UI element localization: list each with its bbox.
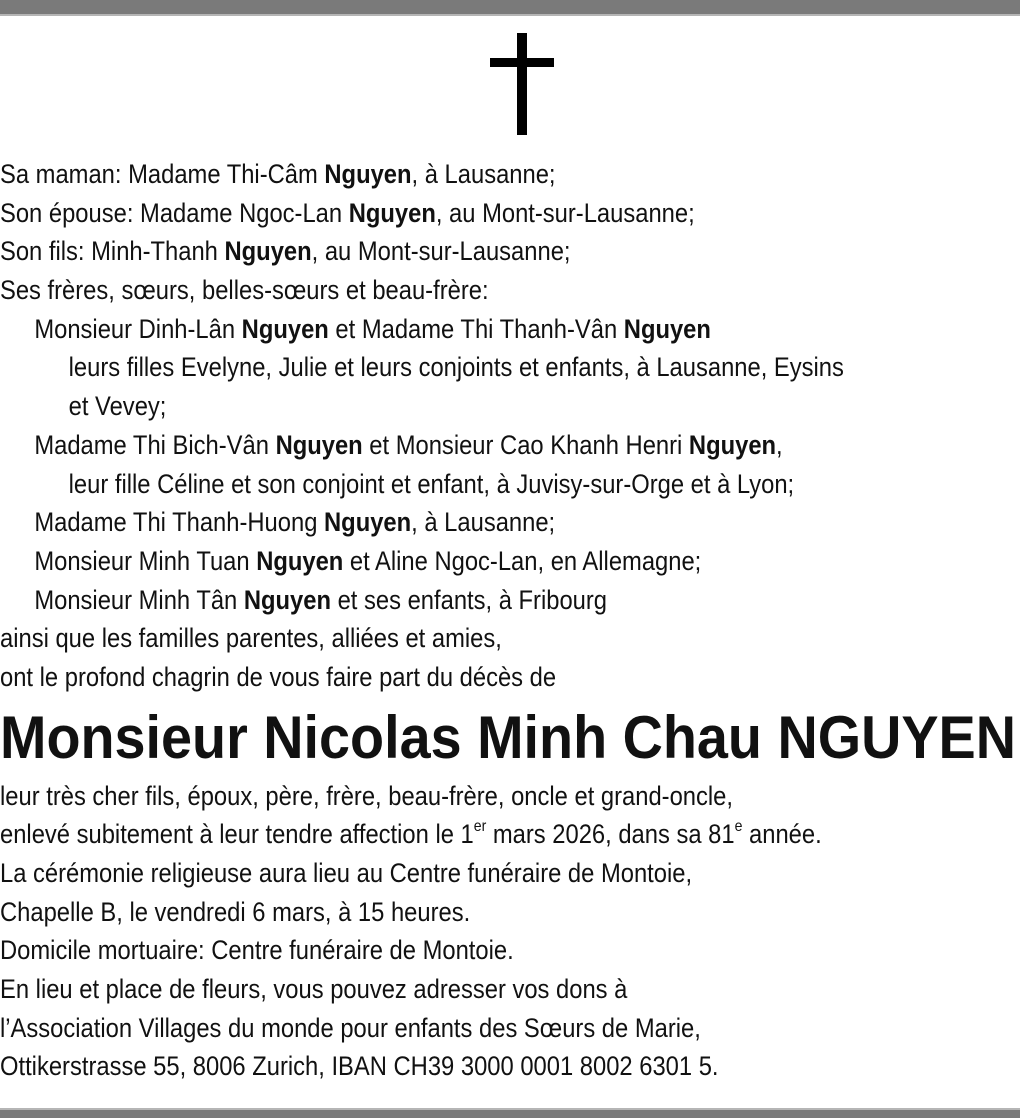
text-segment: , [776,429,783,460]
family-line [0,658,898,697]
detail-line [0,893,898,932]
text-segment: , à Lausanne; [411,159,556,189]
surname-bold: Nguyen [224,236,312,267]
detail-line [0,1047,898,1086]
cross-horizontal [490,58,554,67]
text-segment: Monsieur Dinh-Lân [34,313,242,344]
surname-bold: Nguyen [348,197,436,228]
surname-bold: Nguyen [688,429,777,460]
text-segment: et Aline Ngoc-Lan, en Allemagne; [343,545,702,576]
family-line [0,271,898,310]
text-segment: Ses frères, sœurs, belles-sœurs et beau-frère: [0,275,489,306]
text-segment: enlevé subitement à leur tendre affection le 1 [0,819,474,850]
text-segment: leur fille Céline et son conjoint et enfant, à Juvisy-sur-Orge et à Lyon; [68,468,795,499]
text-segment: ont le profond chagrin de vous faire part du décès de [0,661,557,692]
detail-line [0,815,898,854]
text-segment: et Madame Thi Thanh-Vân [328,313,624,344]
family-line [0,155,898,194]
detail-line [0,777,898,816]
family-line [0,387,898,426]
deceased-name: Monsieur Nicolas Minh Chau NGUYEN [0,703,1016,771]
detail-line [0,931,898,970]
family-list [0,155,1020,697]
bottom-border [0,1108,1020,1118]
text-segment: Sa maman: Madame Thi-Câm [0,159,325,189]
family-line [0,581,898,620]
text-segment: et Monsieur Cao Khanh Henri [362,429,689,460]
detail-line [0,970,898,1009]
family-line [0,232,898,271]
text-segment: leurs filles Evelyne, Julie et leurs conjoints et enfants, à Lausanne, Eysins [68,352,844,383]
superscript: e [734,818,743,836]
detail-line [0,854,898,893]
family-line [0,503,898,542]
family-line [0,465,898,504]
text-segment: Son fils: Minh-Thanh [0,236,225,267]
text-segment: Madame Thi Bich-Vân [34,429,276,460]
surname-bold: Nguyen [256,545,344,576]
text-segment: En lieu et place de fleurs, vous pouvez adresser vos dons à [0,974,628,1005]
text-segment: année. [742,819,822,850]
text-segment: , à Lausanne; [411,507,556,538]
text-segment: Chapelle B, le vendredi 6 mars, à 15 heures. [0,896,471,927]
superscript: er [473,818,487,836]
text-segment: Ottikerstrasse 55, 8006 Zurich, IBAN CH39 3000 0001 8002 6301 5. [0,1051,719,1082]
text-segment: Son épouse: Madame Ngoc-Lan [0,197,349,228]
detail-line [0,1009,898,1048]
text-segment: , au Mont-sur-Lausanne; [435,197,695,228]
surname-bold: Nguyen [324,159,412,189]
cross-vertical [517,33,527,135]
surname-bold: Nguyen [623,313,711,344]
family-line [0,619,898,658]
surname-bold: Nguyen [275,429,363,460]
text-segment: Domicile mortuaire: Centre funéraire de Montoie. [0,935,514,966]
obituary-text [0,155,1020,1086]
ceremony-details [0,777,1020,1087]
family-line [0,426,898,465]
family-line [0,194,898,233]
text-segment: leur très cher fils, époux, père, frère, beau-frère, oncle et grand-oncle, [0,780,733,811]
family-line [0,348,898,387]
text-segment: et Vevey; [68,391,167,422]
text-segment: Monsieur Minh Tuan [34,545,257,576]
text-segment: mars 2026, dans sa 81 [486,819,735,850]
surname-bold: Nguyen [243,584,331,615]
family-line [0,310,898,349]
surname-bold: Nguyen [241,313,329,344]
text-segment: Madame Thi Thanh-Huong [34,507,325,538]
surname-bold: Nguyen [324,507,412,538]
family-line [0,542,898,581]
text-segment: ainsi que les familles parentes, alliées et amies, [0,623,502,654]
text-segment: Monsieur Minh Tân [34,584,244,615]
text-segment: La cérémonie religieuse aura lieu au Centre funéraire de Montoie, [0,858,693,888]
top-border [0,0,1020,16]
text-segment: et ses enfants, à Fribourg [330,584,608,615]
text-segment: , au Mont-sur-Lausanne; [311,236,571,267]
text-segment: l’Association Villages du monde pour enfants des Sœurs de Marie, [0,1012,701,1043]
